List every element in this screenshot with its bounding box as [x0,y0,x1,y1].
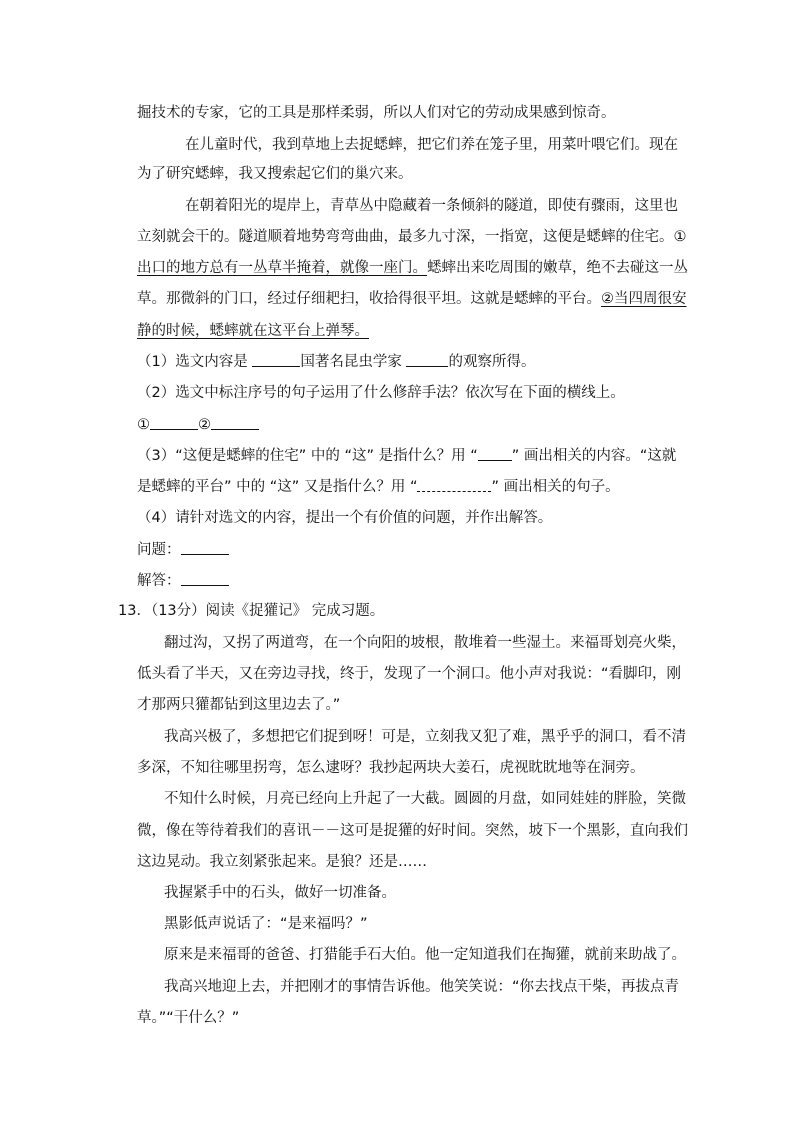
question-13-title: 13．（13分）阅读《捉獾记》 完成习题。 [118,603,385,619]
question-1-text-a: （1）选文内容是 [137,354,253,370]
question-label: 问题： [137,542,181,558]
question-3-text-d: ” 画出相关的句子。 [491,479,620,495]
passage2-line-11: 原来是来福哥的爸爸、打猎能手石大伯。他一定知道我们在掏獾，就前来助战了。 [164,947,686,963]
passage2-line-4: 我高兴极了，多想把它们捉到呀！可是，立刻我又犯了难，黑乎乎的洞口，看不清 [164,729,686,745]
passage2-line-10: 黑影低声说话了：“是来福吗？” [164,916,368,932]
answer-blank[interactable] [252,352,300,367]
marker-2: ② [198,417,211,433]
question-4: （4）请针对选文的内容，提出一个有价值的问题，并作出解答。 [137,510,553,526]
passage1-line-6-rest: 蟋蟀出来吃周围的嫩草，绝不去碰这一丛 [427,260,688,276]
answer-blank[interactable] [181,540,229,555]
passage2-line-7: 微，像在等待着我们的喜讯－－这可是捉獾的好时间。突然，坡下一个黑影，直向我们 [137,823,688,839]
question-1-text-b: 国著名昆虫学家 [300,354,407,370]
dashed-line-sample [417,477,491,492]
passage2-line-8: 这边晃动。我立刻紧张起来。是狼？还是…… [137,854,427,870]
answer-blank[interactable] [181,571,229,586]
underlined-sentence-1: 出口的地方总有一丛草半掩着，就像一座门。 [137,260,427,276]
question-1-text-c: 的观察所得。 [448,354,536,370]
passage1-line-1: 掘技术的专家，它的工具是那样柔弱，所以人们对它的劳动成果感到惊奇。 [137,105,616,121]
passage2-line-12: 我高兴地迎上去，并把刚才的事情告诉他。他笑笑说：“你去找点干柴，再拔点青 [164,979,680,995]
passage2-line-9: 我握紧手中的石头，做好一切准备。 [164,885,396,901]
passage2-line-6: 不知什么时候，月亮已经向上升起了一大截。圆圆的月盘，如同娃娃的胖脸，笑微 [164,791,686,807]
question-3-line-1 [137,446,676,466]
passage1-line-7 [137,289,687,309]
question-1 [137,352,535,372]
passage1-line-4: 在朝着阳光的堤岸上，青草丛中隐藏着一条倾斜的隧道，即使有骤雨，这里也 [185,198,678,214]
question-4-answer [137,571,229,591]
passage2-line-1: 翻过沟，又拐了两道弯，在一个向阳的坡根，散堆着一些湿土。来福哥划亮火柴， [164,635,686,651]
passage2-line-13: 草。”“干什么？” [137,1010,240,1026]
passage1-line-6 [137,258,688,278]
passage1-line-8 [137,321,369,341]
passage2-line-2: 低头看了半天，又在旁边寻找，终于，发现了一个洞口。他小声对我说：“看脚印，刚 [137,666,682,682]
passage2-line-3: 才那两只獾都钻到这里边去了。” [137,697,341,713]
question-3-text-c: 是蟋蟀的平台” 中的 “这” 又是指什么？用 “ [137,479,418,495]
answer-label: 解答： [137,573,181,589]
question-4-question [137,540,229,560]
underlined-sentence-2-end: 静的时候，蟋蟀就在这平台上弹琴。 [137,323,369,339]
answer-blank[interactable] [406,352,448,367]
passage2-line-5: 多深，不知往哪里拐弯，怎么逮呀？我抄起两块大姜石，虎视眈眈地等在洞旁。 [137,760,645,776]
passage1-line-7-start: 草。那微斜的门口，经过仔细耙扫，收拾得很平坦。这就是蟋蟀的平台。 [137,291,601,307]
underlined-sentence-2-start: ②当四周很安 [601,291,687,307]
question-3-text-b: ” 画出相关的内容。“这就 [511,448,677,464]
question-2: （2）选文中标注序号的句子运用了什么修辞手法？依次写在下面的横线上。 [137,385,625,401]
passage1-line-5: 立刻就会干的。隧道顺着地势弯弯曲曲，最多九寸深，一指宽，这便是蟋蟀的住宅。① [137,229,687,245]
passage1-line-2: 在儿童时代，我到草地上去捉蟋蟀，把它们养在笼子里，用菜叶喂它们。现在 [185,137,678,153]
solid-line-sample [478,446,512,461]
answer-blank[interactable] [150,415,198,430]
passage1-line-3: 为了研究蟋蟀，我又搜索起它们的巢穴来。 [137,166,413,182]
answer-blank[interactable] [211,415,259,430]
marker-1: ① [137,417,150,433]
question-3-line-2 [137,477,620,497]
question-3-text-a: （3）“这便是蟋蟀的住宅” 中的 “这” 是指什么？用 “ [137,448,478,464]
question-2-answers [137,415,259,435]
